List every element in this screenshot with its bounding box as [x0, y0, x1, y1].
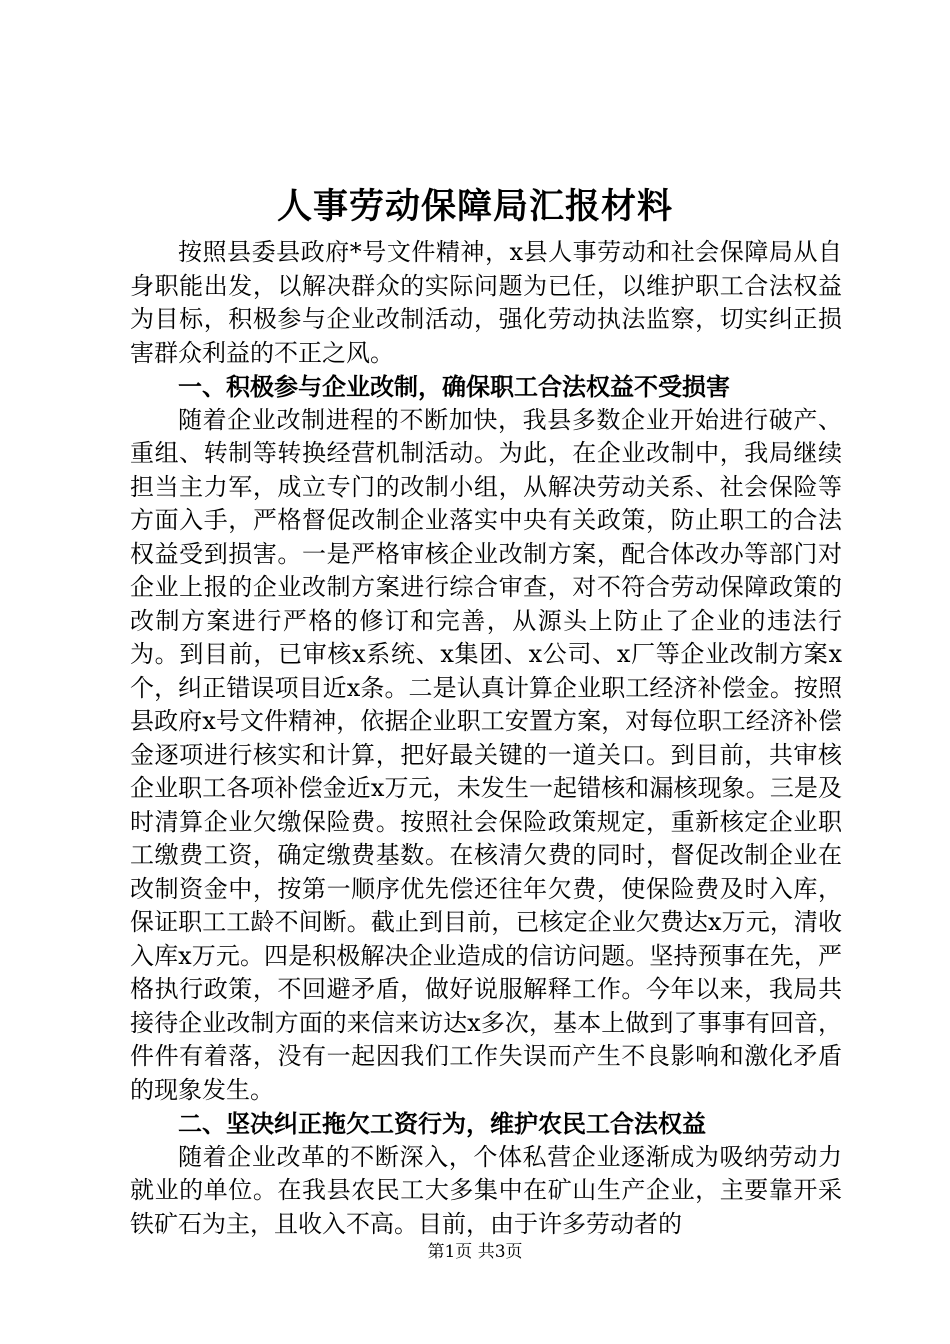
section-2-paragraph: 随着企业改革的不断深入，个体私营企业逐渐成为吸纳劳动力就业的单位。在我县农民工大多集中在矿山生产企业，主要靠开采铁矿石为主，且收入不高。目前，由于许多劳动者的 — [130, 1142, 842, 1238]
section-2-heading: 二、坚决纠正拖欠工资行为，维护农民工合法权益 — [178, 1109, 706, 1138]
document-body — [130, 236, 842, 1241]
section-1-heading: 一、积极参与企业改制，确保职工合法权益不受损害 — [178, 372, 730, 401]
intro-paragraph: 按照县委县政府*号文件精神，x县人事劳动和社会保障局从自身职能出发，以解决群众的实际问题为已任，以维护职工合法权益为目标，积极参与企业改制活动，强化劳动执法监察，切实纠正损害群众利益的不正之风。 — [130, 238, 842, 367]
page-footer: 第1页 共3页 — [427, 1242, 523, 1262]
document-title: 人事劳动保障局汇报材料 — [276, 186, 673, 227]
section-1-paragraph: 随着企业改制进程的不断加快，我县多数企业开始进行破产、重组、转制等转换经营机制活动。为此，在企业改制中，我局继续担当主力军，成立专门的改制小组，从解决劳动关系、社会保险等方面入手，严格督促改制企业落实中央有关政策，防止职工的合法权益受到损害。一是严格审核企业改制方案，配合体改办等部门对企业上报的企业改制方案进行综合审查，对不符合劳动保障政策的改制方案进行严格的修订和完善，从源头上防止了企业的违法行为。到目前，已审核x系统、x集团、x公司、x厂等企业改制方案x个，纠正错误项目近x条。二是认真计算企业职工经济补偿金。按照县政府x号文件精神，依据企业职工安置方案，对每位职工经济补偿金逐项进行核实和计算，把好最关键的一道关口。到目前，共审核企业职工各项补偿金近x万元，未发生一起错核和漏核现象。三是及时清算企业欠缴保险费。按照社会保险政策规定，重新核定企业职工缴费工资，确定缴费基数。在核清欠费的同时，督促改制企业在改制资金中，按第一顺序优先偿还往年欠费，使保险费及时入库，保证职工工龄不间断。截止到目前，已核定企业欠费达x万元，清收入库x万元。四是积极解决企业造成的信访问题。坚持预事在先，严格执行政策，不回避矛盾，做好说服解释工作。今年以来，我局共接待企业改制方面的来信来访达x多次，基本上做到了事事有回音，件件有着落，没有一起因我们工作失误而产生不良影响和激化矛盾的现象发生。 — [130, 405, 842, 1104]
